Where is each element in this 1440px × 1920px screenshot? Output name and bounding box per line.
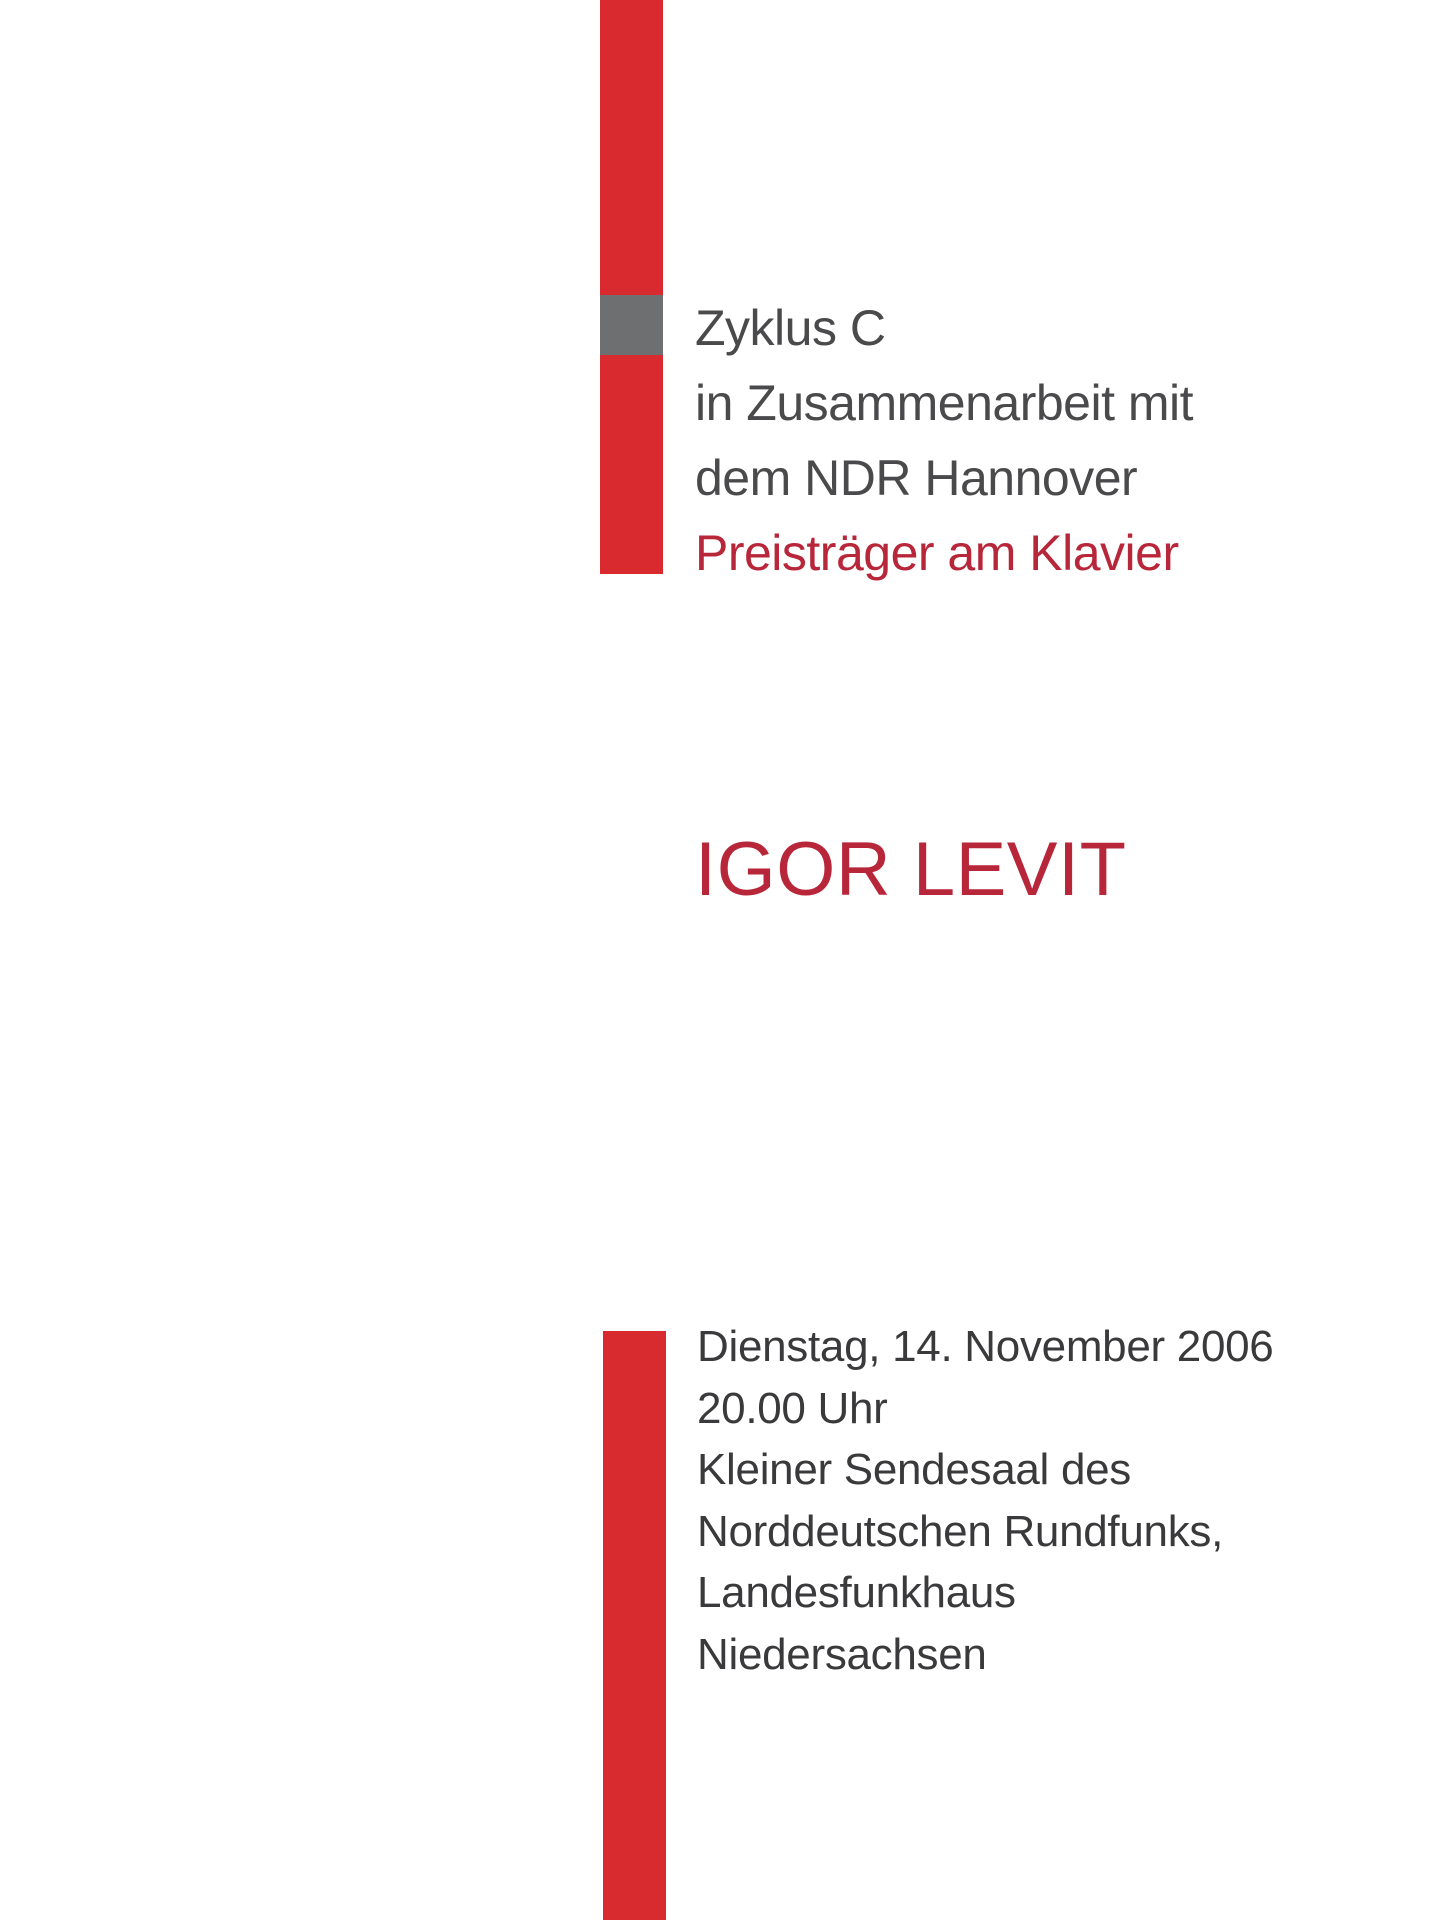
- venue-line: Niedersachsen: [697, 1629, 987, 1679]
- cycle-label: Zyklus C: [695, 300, 886, 356]
- event-date: Dienstag, 14. November 2006: [697, 1322, 1274, 1371]
- venue-line: Landesfunkhaus: [697, 1568, 1016, 1617]
- bottom-red-bar: [603, 1331, 666, 1920]
- collaboration-partner: dem NDR Hannover: [695, 450, 1138, 506]
- artist-name: IGOR LEVIT: [695, 827, 1127, 912]
- top-red-bar: [600, 0, 663, 574]
- event-details: [697, 1316, 1417, 1685]
- cycle-header: [695, 291, 1415, 591]
- series-title: Preisträger am Klavier: [695, 525, 1179, 581]
- event-time: 20.00 Uhr: [697, 1383, 888, 1433]
- venue-line: Norddeutschen Rundfunks,: [697, 1506, 1224, 1556]
- grey-accent-block: [600, 295, 663, 355]
- venue-line: Kleiner Sendesaal des: [697, 1445, 1132, 1494]
- artist-block: [695, 825, 1415, 915]
- collaboration-line: in Zusammenarbeit mit: [695, 375, 1193, 431]
